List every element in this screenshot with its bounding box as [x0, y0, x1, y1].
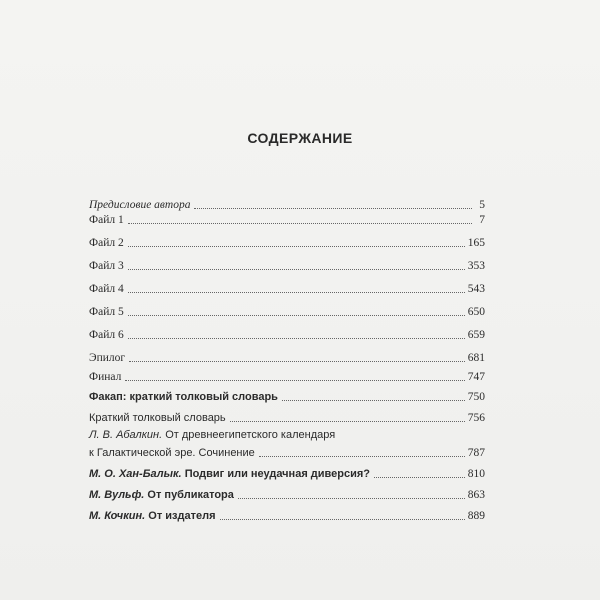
toc-entry-label: Финал [89, 371, 122, 383]
dot-leader [128, 337, 465, 339]
dot-leader [374, 476, 465, 478]
toc-entry-label: Факап: краткий толковый словарь [89, 391, 278, 403]
toc-entry-label: Предисловие автора [89, 199, 191, 211]
toc-entry-title-line2: к Галактической эре. Сочинение [89, 447, 255, 459]
toc-entry-title-line1: От древнеегипетского календаря [165, 429, 336, 441]
dot-leader [220, 518, 465, 520]
dot-leader [129, 360, 465, 362]
dot-leader [230, 420, 465, 422]
toc-entry-label [89, 509, 216, 523]
toc-entry-label: Эпилог [89, 352, 126, 364]
toc-entry-page: 810 [467, 468, 485, 480]
toc-entry [89, 509, 485, 523]
toc-entry [89, 213, 485, 227]
toc-entry [89, 411, 485, 425]
toc-entry-page: 659 [467, 329, 485, 341]
toc-entry-page: 353 [467, 260, 485, 272]
toc-entry-label: Краткий толковый словарь [89, 412, 226, 424]
toc-entry-page: 787 [467, 447, 485, 459]
toc-entry [89, 370, 485, 384]
toc-entry-title: Подвиг или неудачная диверсия? [184, 468, 371, 480]
toc-entry-label: Файл 3 [89, 260, 124, 272]
toc-entry-page: 543 [467, 283, 485, 295]
dot-leader [128, 222, 472, 224]
dot-leader [259, 455, 465, 457]
toc-entry [89, 305, 485, 319]
toc-entry-page: 750 [467, 391, 485, 403]
toc-entry-author: М. Кочкин. [89, 510, 146, 522]
toc-entry-page: 165 [467, 237, 485, 249]
toc-entry-label: Файл 1 [89, 214, 124, 226]
dot-leader [194, 207, 472, 209]
dot-leader [238, 497, 465, 499]
toc-entry-author: М. О. Хан-Балык. [89, 468, 182, 480]
toc-entry-label: Файл 5 [89, 306, 124, 318]
toc-entry-label: Файл 6 [89, 329, 124, 341]
toc-entry [89, 198, 485, 212]
toc-entry [89, 390, 485, 404]
toc-entry [89, 282, 485, 296]
toc-entry [89, 328, 485, 342]
toc-entry-page: 747 [467, 371, 485, 383]
toc-entry [89, 467, 485, 481]
dot-leader [128, 291, 465, 293]
toc-entry-label [89, 467, 370, 481]
toc-entry-author: Л. В. Абалкин. [89, 429, 163, 441]
dot-leader [128, 245, 465, 247]
toc-entry-title: От издателя [148, 510, 216, 522]
page-title: СОДЕРЖАНИЕ [247, 130, 353, 146]
toc-entry-page: 756 [467, 412, 485, 424]
toc-entry-page: 5 [479, 199, 485, 211]
toc-entry-page: 863 [467, 489, 485, 501]
toc-entry-author: М. Вульф. [89, 489, 145, 501]
toc-entry-label [89, 488, 234, 502]
toc-entry [89, 259, 485, 273]
toc-entry-page: 889 [467, 510, 485, 522]
toc-entry-label: Файл 2 [89, 237, 124, 249]
toc-entry [89, 351, 485, 365]
dot-leader [282, 399, 465, 401]
toc-entry [89, 446, 485, 460]
toc-entry [89, 428, 485, 444]
dot-leader [125, 379, 464, 381]
toc-entry-label [89, 428, 335, 442]
toc-entry-page: 7 [479, 214, 485, 226]
toc-entry [89, 236, 485, 250]
dot-leader [128, 268, 465, 270]
toc-entry-title: От публикатора [147, 489, 234, 501]
toc-entry-page: 681 [467, 352, 485, 364]
toc-entry-label: Файл 4 [89, 283, 124, 295]
dot-leader [128, 314, 465, 316]
toc-entry [89, 488, 485, 502]
toc-entry-page: 650 [467, 306, 485, 318]
